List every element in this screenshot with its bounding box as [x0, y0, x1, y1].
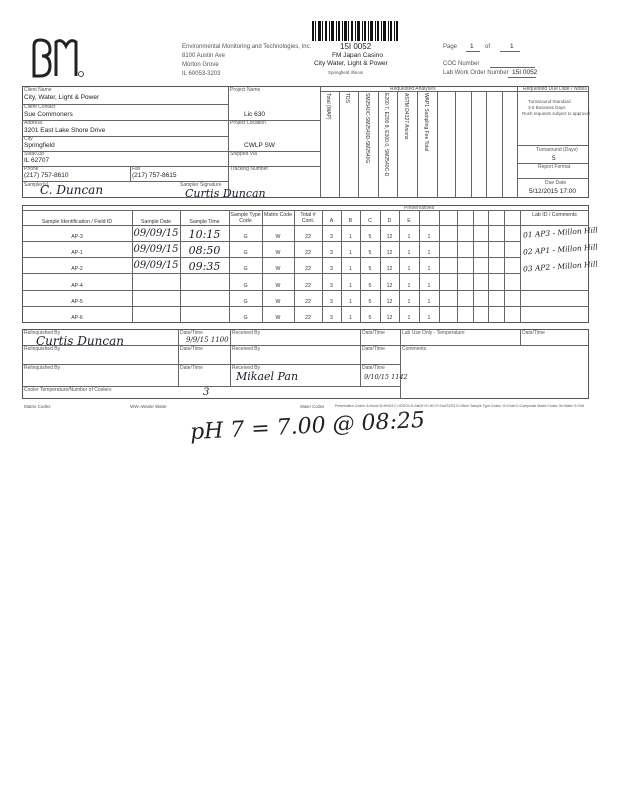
- th-matrix: Matrix Code: [264, 212, 292, 218]
- row-6-a: 3: [330, 315, 333, 321]
- remarks-line-2: 3-5 Business Days: [528, 105, 566, 110]
- received-1-label: Received By: [232, 330, 261, 336]
- row-5-id: AP-5: [71, 299, 83, 305]
- page-of: of: [485, 44, 491, 50]
- sampler-signature-label: Sampler Signature: [180, 182, 222, 188]
- row-5-f: 1: [427, 299, 431, 305]
- row-4-a: 3: [330, 283, 333, 289]
- sampler-label: Sampler(s): [24, 182, 49, 188]
- th-sample-id: Sample Identification / Field ID: [41, 219, 113, 225]
- row-6-c: 5: [368, 315, 372, 321]
- client-name-label: Client Name: [24, 87, 52, 93]
- project-shipped-label: Shipped Via: [230, 151, 257, 157]
- row-1-c: 5: [368, 234, 372, 240]
- analysis-col-5: ASTM D4327 Anions: [403, 93, 409, 140]
- remarks-line-3: Rush requests subject to approval: [522, 111, 591, 116]
- row-3-date: 09/09/15: [133, 260, 179, 271]
- received-3-label: Received By: [232, 365, 261, 371]
- row-3-e: 1: [407, 266, 411, 272]
- received-3-sig: Mikael Pan: [236, 370, 299, 383]
- analysis-col-1: Total (WAP): [325, 93, 331, 120]
- footer-codes: Preservative Codes: A=None B=HNO3 C=H2SO4 D=NaOH E=HCl F=Na2S2O3 G=Other Sample Type Codes: G=Grab C=Composite Matrix Codes: W=Water S=Soil: [335, 404, 585, 408]
- client-statezip-label: State/Zip: [24, 151, 45, 157]
- client-fax-label: Fax: [132, 166, 141, 172]
- row-6-cont: 22: [305, 315, 311, 321]
- remarks-title: Requested Due Date / Notes: [523, 85, 587, 92]
- analysis-col-3: SM2540C-SM2540D-SM2540G: [364, 93, 370, 164]
- lab-wo-value: 15I 0052: [512, 69, 538, 76]
- barcode-id: 15I 0052: [340, 42, 372, 51]
- sampler-signature: Curtis Duncan: [185, 187, 266, 200]
- client-phone-label: Phone: [24, 166, 39, 172]
- row-1-b: 1: [349, 234, 352, 240]
- row-5-matrix: W: [275, 299, 281, 305]
- row-1-date: 09/09/15: [133, 228, 179, 239]
- preservatives-label: Preservatives: [404, 204, 435, 211]
- report-format-label: Report Format: [538, 164, 571, 170]
- lab-address: 8100 Austin Ave: [182, 53, 225, 59]
- turnaround-value: 5: [552, 155, 556, 162]
- row-5-e: 1: [407, 299, 411, 305]
- lab-temp-label: Lab Use Only - Temperature: [402, 330, 465, 336]
- row-5-c: 5: [368, 299, 372, 305]
- row-2-cont: 22: [305, 250, 311, 256]
- date-right-label: Date/Time: [522, 330, 545, 336]
- row-1-matrix: W: [275, 234, 281, 240]
- cooler-label: Cooler Temperature/Number of Coolers: [24, 387, 112, 393]
- page-num: 1: [470, 43, 474, 50]
- lab-note-1: 01 AP3 - Millon Hill: [522, 225, 599, 240]
- lab-city: Morton Grove: [182, 62, 219, 68]
- row-4-type: G: [243, 283, 248, 289]
- datetime-3-label: Date/Time: [362, 365, 385, 371]
- row-6-f: 1: [427, 315, 431, 321]
- datetime-1-label: Date/Time: [362, 330, 385, 336]
- row-5-a: 3: [330, 299, 333, 305]
- th-lab-id: Lab ID / Comments: [532, 212, 577, 218]
- footer-wastewater: WW=Waste Water: [130, 404, 167, 409]
- row-3-d: 12: [386, 266, 393, 272]
- row-3-matrix: W: [275, 266, 281, 272]
- row-5-d: 12: [386, 299, 393, 305]
- th-pres-c: C: [368, 218, 372, 224]
- row-1-id: AP-3: [71, 234, 83, 240]
- row-4-cont: 22: [305, 283, 311, 289]
- lab-name: Environmental Monitoring and Technologies, Inc.: [182, 44, 312, 50]
- client-address-label: Address: [24, 120, 43, 126]
- row-2-c: 5: [368, 250, 372, 256]
- project-location-label: Project Location: [230, 120, 266, 126]
- analyses-title: Requested Analyses: [390, 85, 436, 92]
- row-3-f: 1: [427, 266, 431, 272]
- th-sample-type: Sample Type Code: [230, 212, 261, 224]
- row-2-matrix: W: [275, 250, 281, 256]
- analysis-col-2: TDS: [344, 93, 350, 103]
- row-4-e: 1: [407, 283, 411, 289]
- project-name-label: Project Name: [230, 87, 261, 93]
- footer-matrix-codes: Matrix Codes: [24, 404, 51, 409]
- due-date-label: Due Date: [545, 180, 567, 186]
- client-city-label: City: [24, 136, 33, 142]
- remarks-line-1: Turnaround Standard: [528, 99, 571, 104]
- page-total: 1: [510, 43, 514, 50]
- lab-note-2: 02 AP1 - Millon Hill: [522, 242, 599, 257]
- row-2-d: 12: [386, 250, 393, 256]
- footer-water-codes: Water Codes: [300, 404, 325, 409]
- row-1-a: 3: [330, 234, 333, 240]
- relinquished-2-label: Relinquished By: [24, 346, 61, 352]
- analysis-col-4: E200.7, E200.8, E300.0, SM2540C-D: [383, 93, 389, 177]
- row-6-type: G: [243, 315, 248, 321]
- page-label: Page: [443, 44, 458, 50]
- date-3-label: Date/Time: [180, 365, 203, 371]
- row-5-cont: 22: [305, 299, 311, 305]
- header-client-note: Springfield Illinois: [328, 70, 364, 75]
- lab-phone: IL 60053-3203: [182, 71, 221, 77]
- row-3-type: G: [243, 266, 248, 272]
- row-5-b: 1: [349, 299, 352, 305]
- row-4-matrix: W: [275, 283, 281, 289]
- handwritten-ph-note: pH 7 = 7.00 @ 08:25: [189, 407, 426, 446]
- project-tracking-label: Tracking Number: [230, 166, 269, 172]
- row-1-cont: 22: [305, 234, 311, 240]
- row-2-b: 1: [349, 250, 352, 256]
- header-client: FM Japan Casino: [332, 52, 383, 59]
- relinquished-3-label: Relinquished By: [24, 365, 61, 371]
- client-fax: (217) 757-8615: [132, 172, 177, 179]
- relinquished-1-label: Relinquished By: [24, 330, 61, 336]
- row-3-cont: 22: [305, 266, 311, 272]
- received-2-label: Received By: [232, 346, 261, 352]
- client-statezip: IL 62707: [24, 157, 50, 164]
- barcode: [312, 21, 398, 41]
- row-6-b: 1: [349, 315, 352, 321]
- row-4-b: 1: [349, 283, 352, 289]
- row-3-c: 5: [368, 266, 372, 272]
- row-3-id: AP-2: [71, 266, 83, 272]
- datetime-3-value: 9/10/15 1142: [364, 373, 408, 381]
- row-3-a: 3: [330, 266, 333, 272]
- emt-logo: [28, 36, 86, 78]
- row-1-type: G: [243, 234, 248, 240]
- client-phone: (217) 757-8610: [24, 172, 69, 179]
- th-sample-time: Sample Time: [189, 219, 220, 225]
- row-2-id: AP-1: [71, 250, 83, 256]
- row-1-f: 1: [427, 234, 431, 240]
- th-pres-a: A: [329, 218, 334, 224]
- th-pres-d: D: [387, 218, 392, 224]
- row-2-time: 08:50: [188, 244, 221, 257]
- date-1-value: 9/9/15 1100: [186, 336, 229, 344]
- client-address: 3201 East Lake Shore Drive: [24, 127, 106, 134]
- row-5-type: G: [243, 299, 248, 305]
- row-4-d: 12: [386, 283, 393, 289]
- th-sample-date: Sample Date: [141, 219, 171, 225]
- client-city: Springfield: [24, 142, 55, 149]
- turnaround-label: Turnaround (Days): [536, 147, 578, 153]
- row-1-d: 12: [386, 234, 393, 240]
- sampler-sig: C. Duncan: [40, 183, 104, 197]
- lab-wo-label: Lab Work Order Number: [443, 70, 509, 76]
- row-2-e: 1: [407, 250, 411, 256]
- row-2-a: 3: [330, 250, 333, 256]
- client-name: City, Water, Light & Power: [24, 94, 100, 101]
- row-6-matrix: W: [275, 315, 281, 321]
- date-2-label: Date/Time: [180, 346, 203, 352]
- analysis-col-6: WAP1 Sampling Fee Total: [423, 93, 429, 152]
- row-4-f: 1: [427, 283, 431, 289]
- row-2-type: G: [243, 250, 248, 256]
- row-2-date: 09/09/15: [133, 244, 179, 255]
- row-2-f: 1: [427, 250, 431, 256]
- comments-label: Comments: [402, 346, 427, 352]
- project-name: Lic 630: [244, 111, 265, 118]
- lab-note-3: 03 AP2 - Millon Hill: [522, 259, 599, 274]
- relinquished-1-sig: Curtis Duncan: [36, 334, 124, 348]
- due-date-value: 5/12/2015 17:00: [529, 188, 576, 195]
- client-contact: Sue Commoners: [24, 111, 73, 118]
- client-contact-label: Client Contact: [24, 104, 56, 110]
- row-3-time: 09:35: [188, 260, 221, 273]
- th-pres-e: E: [407, 218, 411, 224]
- row-6-d: 12: [386, 315, 393, 321]
- row-1-e: 1: [407, 234, 411, 240]
- row-3-b: 1: [349, 266, 352, 272]
- row-4-id: AP-4: [71, 283, 83, 289]
- project-location: CWLP SW: [244, 142, 275, 149]
- row-4-c: 5: [368, 283, 372, 289]
- th-pres-b: B: [348, 218, 353, 224]
- cooler-value: 3: [203, 387, 210, 398]
- coc-label: COC Number: [443, 61, 480, 67]
- row-6-id: AP-6: [71, 315, 83, 321]
- th-containers: Total # Cont.: [300, 212, 316, 224]
- header-client-sub: City Water, Light & Power: [314, 60, 388, 67]
- datetime-2-label: Date/Time: [362, 346, 385, 352]
- row-1-time: 10:15: [188, 228, 221, 241]
- date-1-label: Date/Time: [180, 330, 203, 336]
- row-6-e: 1: [407, 315, 411, 321]
